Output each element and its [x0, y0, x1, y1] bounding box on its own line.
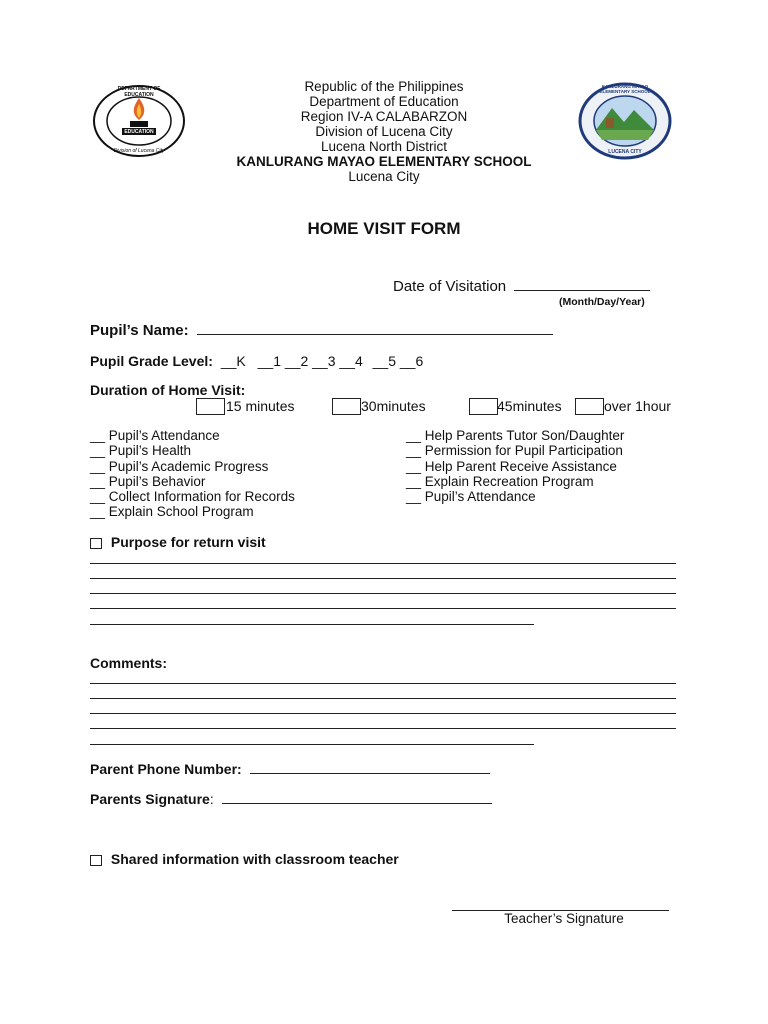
duration-45-checkbox[interactable] [469, 398, 498, 415]
school-seal-ring-text: KANLURANG MAYAO ELEMENTARY SCHOOL [599, 84, 651, 94]
purpose-item[interactable]: __ Help Parent Receive Assistance [406, 459, 617, 474]
grade-option-k[interactable]: __K [220, 353, 246, 369]
purpose-item[interactable]: __ Collect Information for Records [90, 489, 295, 504]
school-name: KANLURANG MAYAO ELEMENTARY SCHOOL [236, 154, 532, 169]
comments-line[interactable] [90, 744, 534, 745]
grade-row [90, 353, 423, 369]
school-seal-bottom-text: LUCENA CITY [608, 149, 642, 155]
comments-line[interactable] [90, 713, 676, 714]
grade-option-4[interactable]: __4 [339, 353, 363, 369]
purpose-item[interactable]: __ Pupil’s Behavior [90, 474, 206, 489]
duration-30-label: 30minutes [361, 398, 426, 414]
return-visit-line[interactable] [90, 578, 676, 579]
header-line-1: Republic of the Philippines [304, 79, 464, 94]
deped-seal-center-text: EDUCATION [124, 129, 154, 135]
header-line-2: Department of Education [309, 94, 459, 109]
purpose-item[interactable]: __ Explain School Program [90, 504, 254, 519]
return-visit-line[interactable] [90, 624, 534, 625]
parent-phone-label: Parent Phone Number: [90, 761, 242, 777]
grade-option-3[interactable]: __3 [312, 353, 336, 369]
purpose-item[interactable]: __ Pupil’s Attendance [406, 489, 536, 504]
duration-label: Duration of Home Visit: [90, 382, 246, 398]
header-city: Lucena City [348, 169, 420, 184]
deped-seal-bottom-text: Division of Lucena City [113, 148, 165, 154]
purpose-item[interactable]: __ Help Parents Tutor Son/Daughter [406, 428, 625, 443]
return-visit-checkbox[interactable] [90, 538, 102, 549]
return-visit-row [90, 534, 266, 550]
grade-option-1[interactable]: __1 [257, 353, 281, 369]
grade-option-6[interactable]: __6 [399, 353, 424, 369]
comments-line[interactable] [90, 683, 676, 684]
shared-info-checkbox[interactable] [90, 855, 102, 866]
form-title: HOME VISIT FORM [307, 219, 461, 238]
grade-label: Pupil Grade Level: [90, 353, 213, 369]
shared-info-label: Shared information with classroom teacher [110, 851, 399, 867]
return-visit-line[interactable] [90, 593, 676, 594]
purpose-item[interactable]: __ Pupil’s Attendance [90, 428, 220, 443]
pupil-name-input-line[interactable] [197, 334, 553, 335]
grade-option-5[interactable]: __5 [372, 353, 396, 369]
duration-15-checkbox[interactable] [196, 398, 225, 415]
parent-phone-input-line[interactable] [250, 773, 490, 774]
parent-signature-colon: : [209, 791, 214, 807]
parent-phone-row [90, 761, 490, 777]
header-line-4: Division of Lucena City [315, 124, 453, 139]
parent-signature-input-line[interactable] [222, 803, 492, 804]
comments-line[interactable] [90, 728, 676, 729]
return-visit-line[interactable] [90, 608, 676, 609]
purpose-item[interactable]: __ Permission for Pupil Participation [406, 443, 623, 458]
date-row [393, 278, 650, 295]
duration-15-label: 15 minutes [226, 398, 295, 414]
parent-signature-row [90, 791, 492, 807]
teacher-signature-label: Teacher’s Signature [504, 911, 624, 926]
date-input-line[interactable] [514, 290, 650, 291]
pupil-name-row [90, 322, 553, 339]
header-line-3: Region IV-A CALABARZON [300, 109, 468, 124]
comments-line[interactable] [90, 698, 676, 699]
purpose-item[interactable]: __ Pupil’s Academic Progress [90, 459, 269, 474]
duration-over1hour-checkbox[interactable] [575, 398, 604, 415]
deped-seal-ring-text: DEPARTMENT OF EDUCATION [117, 86, 161, 98]
return-visit-line[interactable] [90, 563, 676, 564]
duration-over1hour-label: over 1hour [604, 398, 671, 414]
shared-info-row [90, 851, 399, 867]
pupil-name-label: Pupil’s Name: [90, 322, 189, 339]
parent-signature-label: Parents Signature [90, 791, 210, 807]
header-line-5: Lucena North District [320, 139, 448, 154]
date-label: Date of Visitation [393, 278, 507, 295]
comments-label: Comments: [90, 655, 168, 671]
grade-option-2[interactable]: __2 [284, 353, 309, 369]
return-visit-label: Purpose for return visit [110, 534, 266, 550]
purpose-item[interactable]: __ Pupil’s Health [90, 443, 192, 458]
purpose-item[interactable]: __ Explain Recreation Program [406, 474, 594, 489]
duration-45-label: 45minutes [497, 398, 562, 414]
duration-30-checkbox[interactable] [332, 398, 361, 415]
date-hint: (Month/Day/Year) [559, 296, 645, 308]
